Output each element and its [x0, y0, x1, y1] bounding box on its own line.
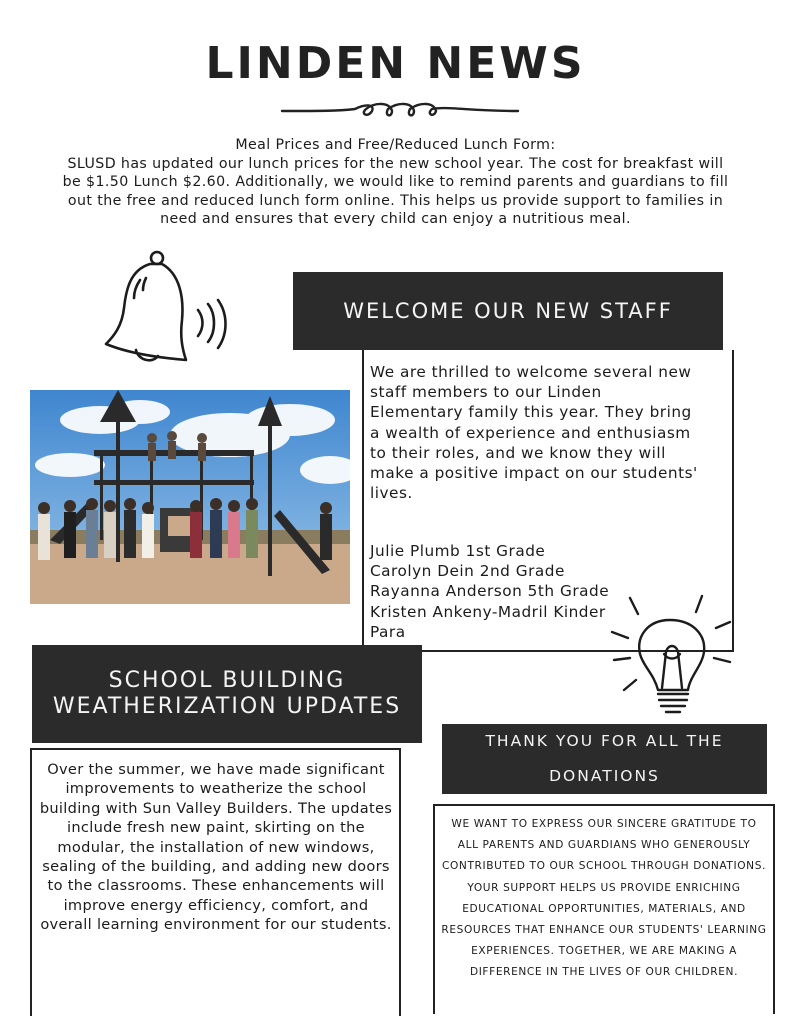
weatherization-body: Over the summer, we have made significant improvements to weatherize the school building with Sun Valley Builders. The updates include fresh new paint, skirting on the modular, the installation of new windows, sealing of the building, and adding new doors to the classrooms. These enhancements will improve energy efficiency, comfort, and overall learning environment for our students. — [39, 761, 393, 934]
swirl-divider-icon — [280, 100, 520, 122]
lightbulb-icon — [606, 594, 736, 724]
new-staff-body: We are thrilled to welcome several new staff members to our Linden Elementary family this year. They bring a wealth of experience and enthusiasm to their roles, and we know they will make a positive impact on our students' lives. — [370, 363, 698, 503]
staff-member: Julie Plumb 1st Grade — [370, 542, 546, 560]
staff-member: Rayanna Anderson 5th Grade — [370, 582, 610, 601]
meal-prices-body: SLUSD has updated our lunch prices for the new school year. The cost for breakfast will be $1.50 Lunch $2.60. Additionally, we would like to remind parents and guardians to fill out the free and reduced lunch form online. This helps us provide support to families in need and ensures that every child can enjoy a nutritious meal. — [62, 155, 729, 228]
meal-prices-heading: Meal Prices and Free/Reduced Lunch Form: — [235, 137, 556, 153]
donations-body: WE WANT TO EXPRESS OUR SINCERE GRATITUDE TO ALL PARENTS AND GUARDIANS WHO GENEROUSLY CONTRIBUTED TO OUR SCHOOL THROUGH DONATIONS. YOUR SUPPORT HELPS US PROVIDE ENRICHING EDUCATIONAL OPPORTUNITIES, MATERIALS, AND RESOURCES THAT ENHANCE OUR STUDENTS' LEARNING EXPERIENCES. TOGETHER, WE ARE MAKING A DIFFERENCE IN THE LIVES OF OUR CHILDREN. — [441, 818, 767, 979]
staff-member: Para — [370, 622, 406, 641]
donations-heading: THANK YOU FOR ALL THE DONATIONS — [442, 724, 767, 794]
new-staff-heading: WELCOME OUR NEW STAFF — [293, 272, 723, 350]
bell-icon — [100, 248, 230, 368]
staff-member: Kristen Ankeny-Madril Kinder — [370, 602, 606, 621]
newsletter-title: LINDEN NEWS — [205, 38, 586, 89]
meal-prices-notice — [60, 136, 731, 229]
weatherization-heading: SCHOOL BUILDING WEATHERIZATION UPDATES — [32, 645, 422, 743]
staff-group-photo — [30, 390, 350, 604]
staff-member: Carolyn Dein 2nd Grade — [370, 562, 565, 581]
